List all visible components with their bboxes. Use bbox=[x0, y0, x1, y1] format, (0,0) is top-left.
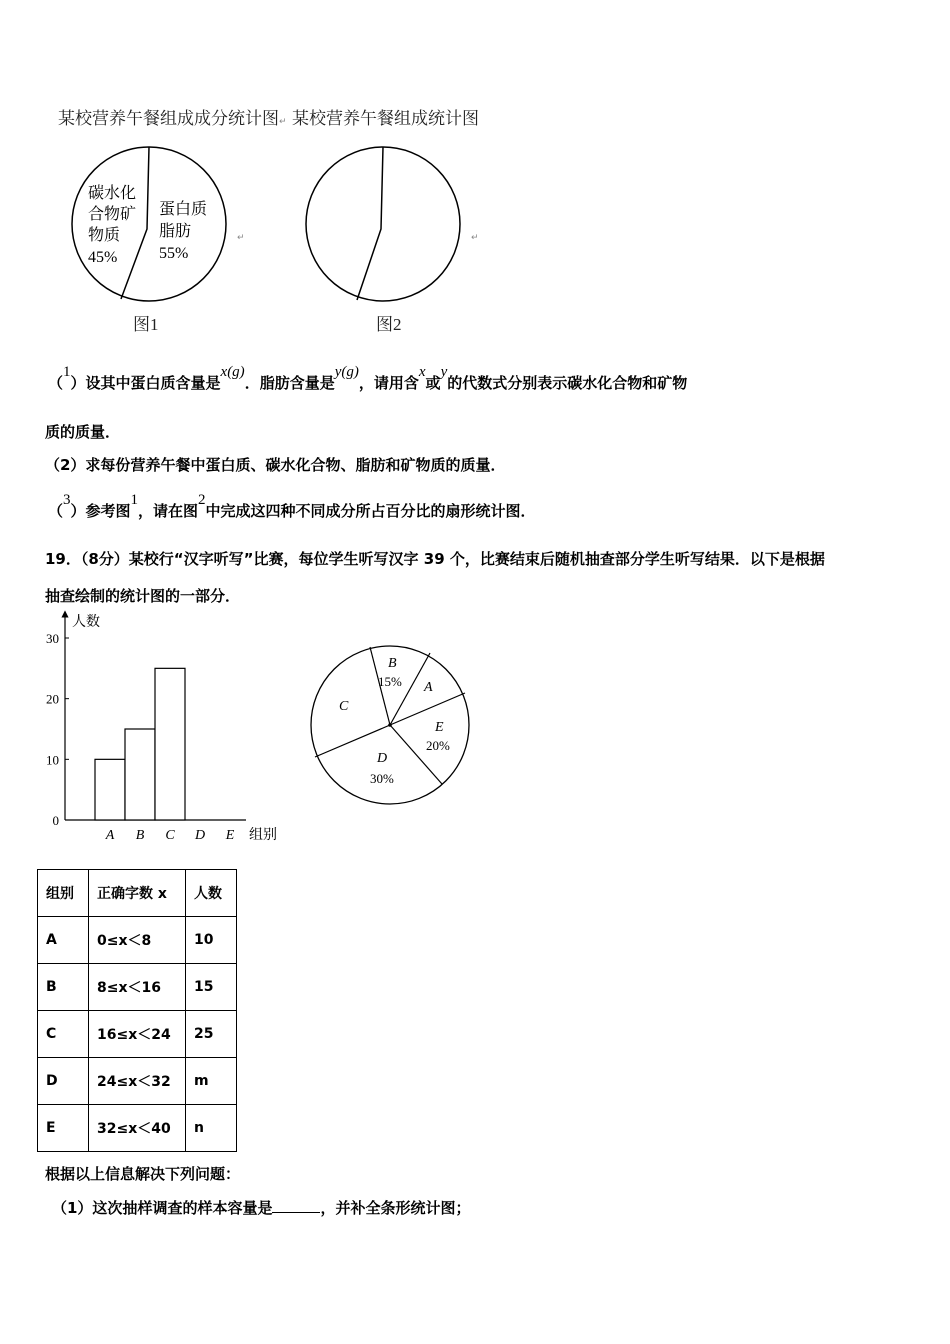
x-axis-label: 组别 bbox=[249, 828, 277, 843]
table-cell: m bbox=[186, 1058, 237, 1105]
text-fragment: ）设其中蛋白质含量是 bbox=[70, 374, 221, 392]
text-fragment: ，请用含 bbox=[358, 374, 419, 392]
table-cell: 16≤x＜24 bbox=[89, 1011, 186, 1058]
fig-ref: 1 bbox=[130, 492, 139, 508]
x-tick-label: B bbox=[135, 828, 145, 843]
bar-b bbox=[125, 729, 155, 820]
text-fragment: ，请在图 bbox=[138, 502, 199, 520]
table-cell: 0≤x＜8 bbox=[89, 917, 186, 964]
y-axis-label: 人数 bbox=[72, 615, 100, 630]
pie1-right-line2: 脂肪 bbox=[159, 223, 192, 240]
slice-percent-b: 15% bbox=[378, 674, 402, 689]
table-cell: A bbox=[38, 917, 89, 964]
caption-fig1: 某校营养午餐组成成分统计图 bbox=[58, 109, 279, 129]
table-header-row bbox=[38, 870, 237, 917]
part-number: 1 bbox=[63, 364, 71, 380]
bar-a bbox=[95, 759, 125, 820]
table-cell: 15 bbox=[186, 964, 237, 1011]
q18-part1-line1 bbox=[48, 364, 688, 393]
table-row bbox=[38, 964, 237, 1011]
return-mark: ↵ bbox=[471, 233, 479, 243]
text-fragment: （1）这次抽样调查的样本容量是 bbox=[52, 1199, 273, 1217]
q19-line2: 抽查绘制的统计图的一部分． bbox=[45, 587, 241, 605]
pie-center bbox=[388, 723, 392, 727]
header-cell: 人数 bbox=[186, 870, 237, 917]
fig1-label: 图1 bbox=[133, 315, 159, 334]
return-mark: ↵ bbox=[279, 117, 287, 127]
table-row bbox=[38, 1105, 237, 1152]
q18-part2: （2）求每份营养午餐中蛋白质、碳水化合物、脂肪和矿物质的质量． bbox=[45, 456, 506, 474]
y-tick-label: 20 bbox=[46, 691, 59, 707]
caption-fig2: 某校营养午餐组成统计图 bbox=[291, 109, 479, 129]
slice-label-d: D bbox=[377, 751, 388, 766]
table-row bbox=[38, 1058, 237, 1105]
part-number: 3 bbox=[63, 492, 71, 508]
table-cell: 10 bbox=[186, 917, 237, 964]
q18-part1-line2: 质的质量． bbox=[45, 423, 121, 441]
table-cell: n bbox=[186, 1105, 237, 1152]
pie1-left-line1: 碳水化 bbox=[88, 185, 137, 202]
header-cell: 组别 bbox=[38, 870, 89, 917]
table-row bbox=[38, 917, 237, 964]
text-fragment: 中完成这四种不同成分所占百分比的扇形统计图． bbox=[205, 502, 536, 520]
table-cell: 24≤x＜32 bbox=[89, 1058, 186, 1105]
y-tick-label: 30 bbox=[46, 631, 59, 646]
table-cell: 8≤x＜16 bbox=[89, 964, 186, 1011]
bar-chart bbox=[36, 608, 286, 848]
q19-part1 bbox=[52, 1197, 470, 1218]
table-cell: D bbox=[38, 1058, 89, 1105]
math-yg: y(g) bbox=[334, 364, 359, 380]
table-row bbox=[38, 1011, 237, 1058]
q18-part3 bbox=[48, 492, 536, 521]
slice-label-e: E bbox=[435, 720, 444, 735]
fig-ref: 2 bbox=[198, 492, 206, 508]
math-xg: x(g) bbox=[220, 364, 245, 380]
score-table bbox=[37, 869, 237, 1152]
text-fragment: ）参考图 bbox=[70, 502, 131, 520]
answer-blank[interactable] bbox=[272, 1200, 320, 1213]
return-mark: ↵ bbox=[237, 233, 245, 243]
x-tick-label: D bbox=[194, 828, 206, 843]
x-tick-label: C bbox=[165, 828, 175, 843]
figure-captions bbox=[58, 104, 479, 129]
slice-percent-e: 20% bbox=[426, 738, 450, 753]
slice-percent-d: 30% bbox=[370, 771, 394, 786]
x-tick-label: A bbox=[105, 828, 115, 843]
fig2-label: 图2 bbox=[376, 315, 402, 334]
text-fragment: ．脂肪含量是 bbox=[244, 374, 335, 392]
y-tick-label: 10 bbox=[46, 752, 59, 768]
table-cell: 25 bbox=[186, 1011, 237, 1058]
pie1-left-line2: 合物矿 bbox=[88, 206, 137, 223]
x-tick-label: E bbox=[225, 828, 235, 843]
table-cell: E bbox=[38, 1105, 89, 1152]
q19-line1: 19．（8分）某校行“汉字听写”比赛，每位学生听写汉字 39 个，比赛结束后随机抽查部分学生听写结果．以下是根据 bbox=[45, 550, 825, 568]
pie1-right-percent: 55% bbox=[159, 245, 189, 262]
slice-label-a: A bbox=[424, 680, 433, 695]
paren-open: （ bbox=[48, 374, 64, 392]
text-fragment: 的代数式分别表示碳水化合物和矿物 bbox=[447, 374, 688, 392]
pie-chart-q19 bbox=[306, 644, 474, 808]
math-y: y bbox=[440, 364, 448, 380]
table-cell: 32≤x＜40 bbox=[89, 1105, 186, 1152]
pie-chart-fig1 bbox=[66, 144, 236, 306]
slice-label-b: B bbox=[388, 656, 397, 671]
table-cell: B bbox=[38, 964, 89, 1011]
bar-c bbox=[155, 668, 185, 820]
y-tick-label: 0 bbox=[52, 813, 59, 828]
text-fragment: 或 bbox=[425, 374, 441, 392]
slice-label-c: C bbox=[339, 699, 349, 714]
math-x: x bbox=[418, 364, 426, 380]
pie1-right-line1: 蛋白质 bbox=[159, 201, 208, 218]
table-cell: C bbox=[38, 1011, 89, 1058]
pie1-left-line3: 物质 bbox=[88, 227, 121, 244]
pie1-left-percent: 45% bbox=[88, 249, 118, 266]
solve-intro: 根据以上信息解决下列问题： bbox=[45, 1165, 241, 1183]
header-cell: 正确字数 x bbox=[89, 870, 186, 917]
text-fragment: ，并补全条形统计图； bbox=[320, 1199, 471, 1217]
pie-chart-fig2 bbox=[302, 144, 466, 306]
paren-open: （ bbox=[48, 502, 64, 520]
